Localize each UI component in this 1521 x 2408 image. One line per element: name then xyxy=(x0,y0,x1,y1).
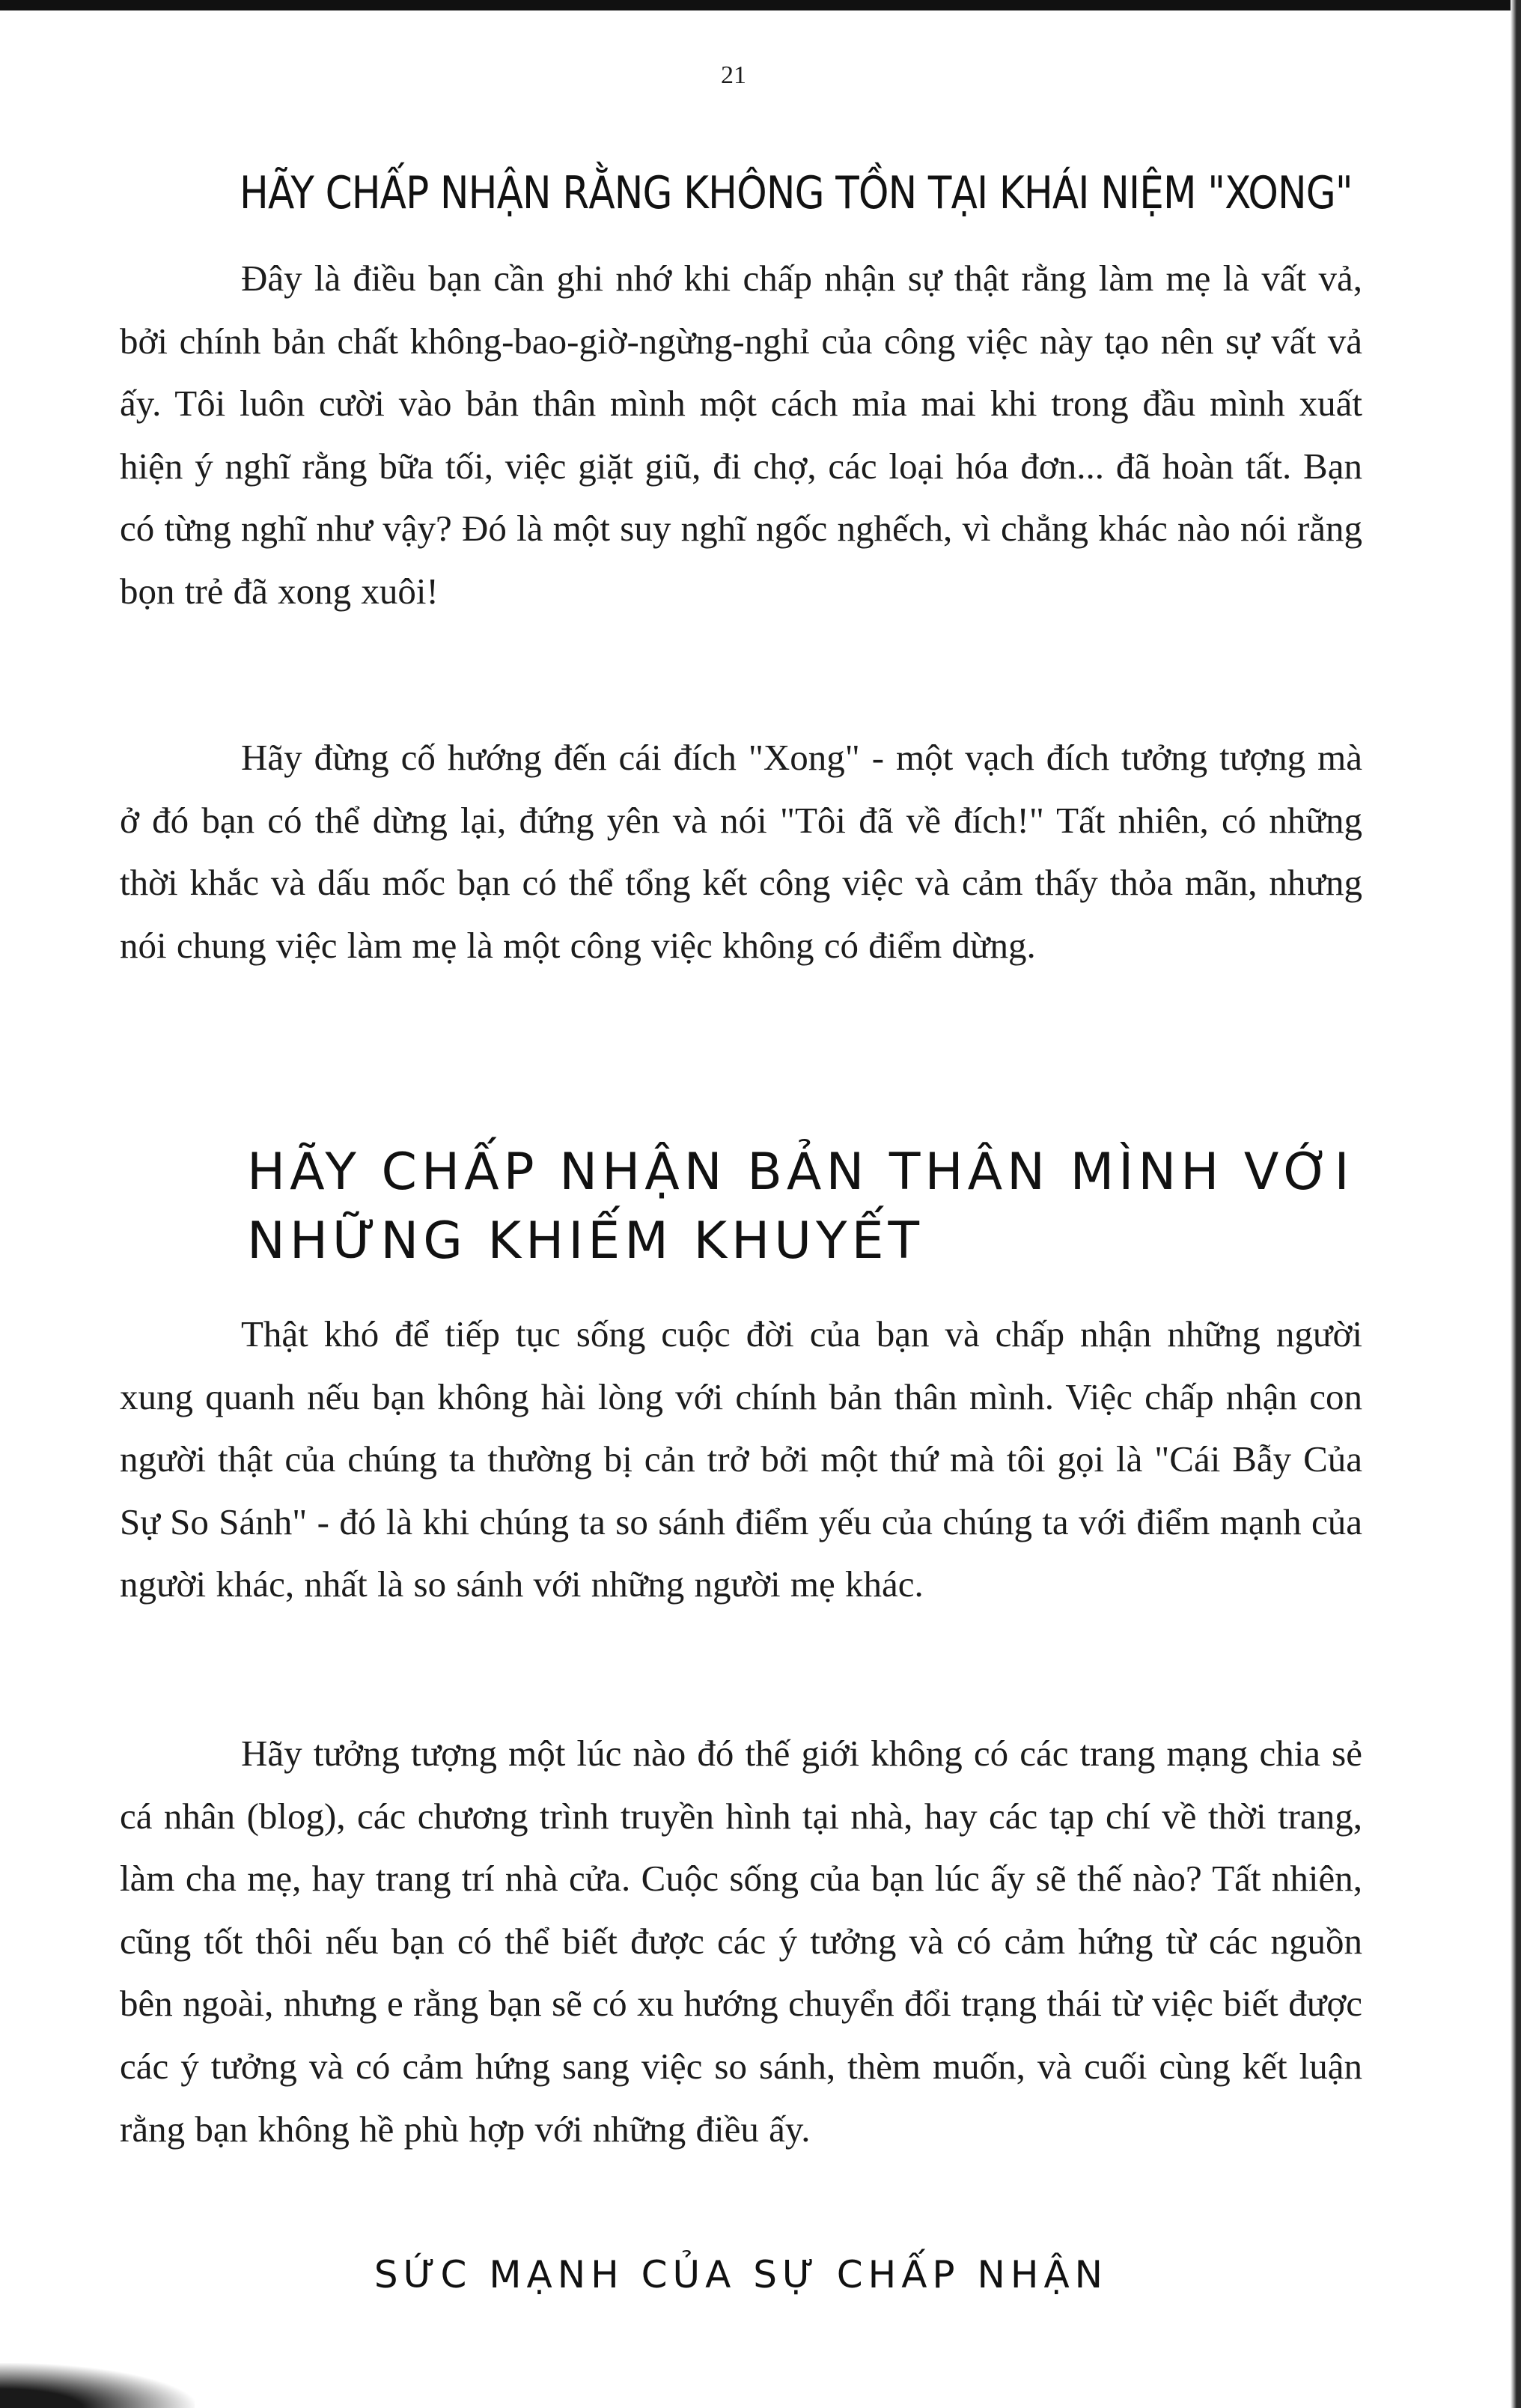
section-heading-accept-yourself: HÃY CHẤP NHẬN BẢN THÂN MÌNH VỚI NHỮNG KHIẾM KHUYẾT xyxy=(247,1143,1354,1271)
body-paragraph: Thật khó để tiếp tục sống cuộc đời của bạn và chấp nhận những người xung quanh nếu bạn không hài lòng với chính bản thân mình. Việc chấp nhận con người thật của chúng ta thường bị cản trở bởi một thứ mà tôi gọi là "Cái Bẫy Của Sự So Sánh" - đó là khi chúng ta so sánh điểm yếu của chúng ta với điểm mạnh của người khác, nhất là so sánh với những người mẹ khác. xyxy=(120,1313,1362,1605)
scan-edge-right xyxy=(1511,0,1521,2408)
scan-shadow-corner xyxy=(0,2363,195,2408)
section-heading-no-done: HÃY CHẤP NHẬN RẰNG KHÔNG TỒN TẠI KHÁI NIỆM "XONG" xyxy=(240,167,1353,219)
page-number: 21 xyxy=(721,61,746,89)
body-paragraph: Hãy tưởng tượng một lúc nào đó thế giới không có các trang mạng chia sẻ cá nhân (blog), các chương trình truyền hình tại nhà, hay các tạp chí về thời trang, làm cha mẹ, hay trang trí nhà cửa. Cuộc sống của bạn lúc ấy sẽ thế nào? Tất nhiên, cũng tốt thôi nếu bạn có thể biết được các ý tưởng và có cảm hứng từ các nguồn bên ngoài, nhưng e rằng bạn sẽ có xu hướng chuyển đổi trạng thái từ việc biết được các ý tưởng và có cảm hứng sang việc so sánh, thèm muốn, và cuối cùng kết luận rằng bạn không hề phù hợp với những điều ấy. xyxy=(120,1733,1362,2150)
scan-edge-top xyxy=(0,0,1521,10)
running-footer-title: SỨC MẠNH CỦA SỰ CHẤP NHẬN xyxy=(374,2253,1109,2296)
body-paragraph: Đây là điều bạn cần ghi nhớ khi chấp nhận sự thật rằng làm mẹ là vất vả, bởi chính bản chất không-bao-giờ-ngừng-nghỉ của công việc này tạo nên sự vất vả ấy. Tôi luôn cười vào bản thân mình một cách mỉa mai khi trong đầu mình xuất hiện ý nghĩ rằng bữa tối, việc giặt giũ, đi chợ, các loại hóa đơn... đã hoàn tất. Bạn có từng nghĩ như vậy? Đó là một suy nghĩ ngốc nghếch, vì chẳng khác nào nói rằng bọn trẻ đã xong xuôi! xyxy=(120,258,1362,612)
body-paragraph: Hãy đừng cố hướng đến cái đích "Xong" - một vạch đích tưởng tượng mà ở đó bạn có thể dừng lại, đứng yên và nói "Tôi đã về đích!" Tất nhiên, có những thời khắc và dấu mốc bạn có thể tổng kết công việc và cảm thấy thỏa mãn, nhưng nói chung việc làm mẹ là một công việc không có điểm dừng. xyxy=(120,737,1362,966)
